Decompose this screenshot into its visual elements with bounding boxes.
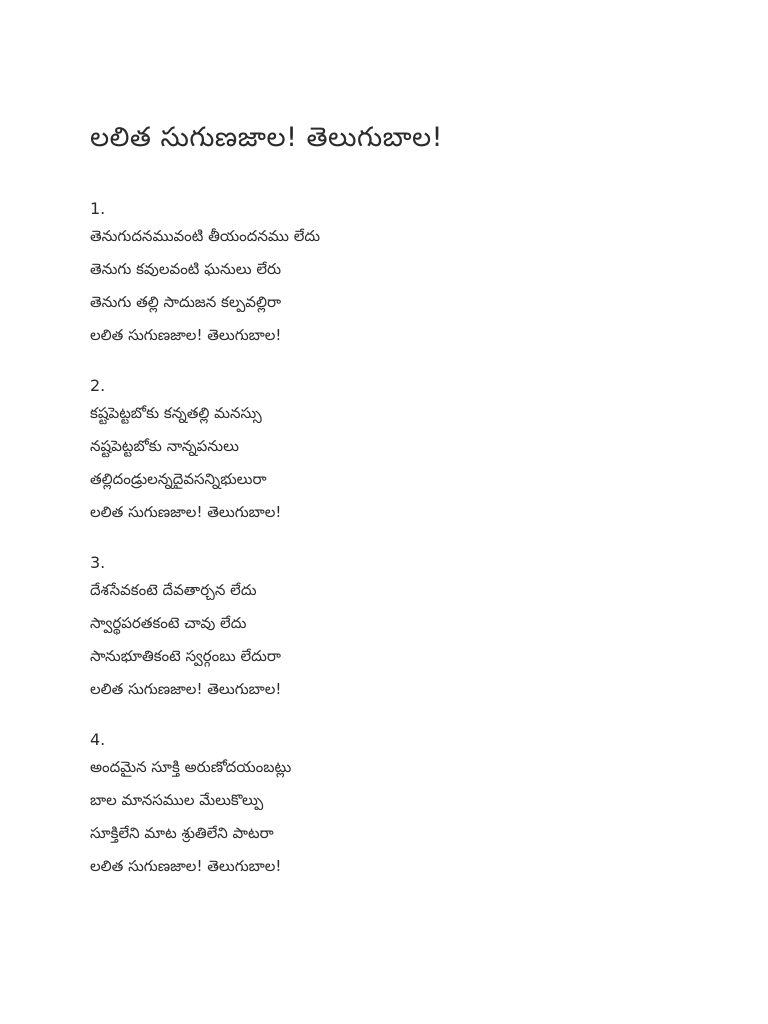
stanza-number: 3. xyxy=(90,553,106,572)
stanza-2 xyxy=(90,375,710,529)
stanza-1 xyxy=(90,198,710,352)
poem-refrain: లలిత సుగుణజాల! తెలుగుబాల! xyxy=(90,503,282,521)
stanza-number: 1. xyxy=(90,199,106,218)
poem-title: లలిత సుగుణజాల! తెలుగుబాల! xyxy=(90,122,443,153)
stanza-number: 4. xyxy=(90,730,106,749)
poem-line: కష్టపెట్టబోకు కన్నతల్లి మనస్సు xyxy=(90,404,262,422)
poem-line: స్వార్థపరతకంటె చావు లేదు xyxy=(90,614,247,632)
poem-line: అందమైన సూక్తి అరుణోదయంబట్లు xyxy=(90,758,292,776)
poem-line: సూక్తిలేని మాట శ్రుతిలేని పాటరా xyxy=(90,824,274,842)
poem-line: తెనుగుదనమువంటి తీయందనము లేదు xyxy=(90,227,321,245)
poem-line: నష్టపెట్టబోకు నాన్నపనులు xyxy=(90,437,239,455)
poem-page xyxy=(90,118,710,906)
poem-line: తల్లిదండ్రులన్నదైవసన్నిభులురా xyxy=(90,470,267,488)
poem-refrain: లలిత సుగుణజాల! తెలుగుబాల! xyxy=(90,680,282,698)
poem-line: తెనుగు కవులవంటి ఘనులు లేరు xyxy=(90,260,282,278)
stanza-number: 2. xyxy=(90,376,106,395)
stanza-3 xyxy=(90,552,710,706)
poem-line: బాల మానసముల మేలుకొల్పు xyxy=(90,791,264,809)
poem-refrain: లలిత సుగుణజాల! తెలుగుబాల! xyxy=(90,326,282,344)
poem-line: దేశసేవకంటె దేవతార్చన లేదు xyxy=(90,581,257,599)
poem-line: సానుభూతికంటె స్వర్గంబు లేదురా xyxy=(90,647,281,665)
poem-line: తెనుగు తల్లి సాదుజన కల్పవల్లిరా xyxy=(90,293,282,311)
poem-refrain: లలిత సుగుణజాల! తెలుగుబాల! xyxy=(90,857,282,875)
stanza-4 xyxy=(90,729,710,883)
